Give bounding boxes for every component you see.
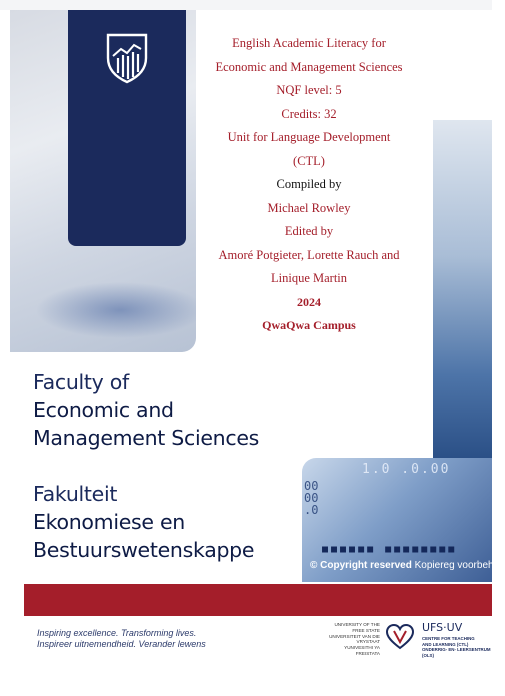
uni-name-line: FREE STATE: [352, 627, 380, 633]
copyright-label: © Copyright reserved: [310, 560, 412, 571]
faculty-heading-en: [33, 368, 259, 452]
faculty-en-line3: Management Sciences: [33, 426, 260, 450]
screen-dots: ■■■■■■ ■■■■■■■■: [322, 544, 458, 555]
copyright-notice: [310, 560, 505, 571]
faculty-heading-af: [33, 480, 254, 564]
tagline-af: Inspireer uitnemendheid. Verander lewens: [37, 639, 206, 649]
red-band: [24, 584, 492, 616]
campus: QwaQwa Campus: [262, 318, 356, 332]
screen-digits: 1.0 .0.00: [362, 462, 451, 477]
uni-name-line: UNIVERSITEIT VAN DIE: [329, 633, 380, 639]
module-title-line1: English Academic Literacy for: [232, 36, 386, 50]
ufs-crest-icon: [105, 32, 149, 84]
tagline: [37, 628, 206, 650]
faculty-en-line2: Economic and: [33, 398, 174, 422]
faculty-en-line1: Faculty of: [33, 370, 129, 394]
ctl-name: [422, 636, 491, 658]
module-title-block: [196, 32, 422, 338]
uni-name-line: VRYSTAAT: [356, 639, 380, 645]
compiled-by-label: Compiled by: [276, 177, 342, 191]
tagline-en: Inspiring excellence. Transforming lives.: [37, 628, 197, 638]
ctl-name-line: CENTRE FOR TEACHING: [422, 636, 475, 641]
screen-digits-left: 00 00 .0: [304, 479, 319, 517]
credits: Credits: 32: [281, 106, 337, 121]
crest-panel: [68, 10, 186, 246]
university-names: [322, 622, 380, 657]
editors-line2: Linique Martin: [270, 271, 348, 285]
uni-name-line: FREISTATA: [355, 650, 380, 656]
faculty-af-line1: Fakulteit: [33, 482, 118, 506]
nqf-level: NQF level: 5: [276, 83, 342, 97]
faculty-af-line3: Bestuurswetenskappe: [33, 538, 255, 562]
background-photo-financial-screen: [302, 458, 505, 582]
ufs-heart-logo-icon: [386, 624, 414, 650]
top-strip: [0, 0, 492, 10]
faculty-af-line2: Ekonomiese en: [33, 510, 185, 534]
ufs-wordmark: UFS·UV: [422, 621, 463, 634]
unit-name: Unit for Language Development: [227, 130, 391, 144]
module-title-line2: Economic and Management Sciences: [215, 59, 403, 74]
ctl-name-line: ONDERRIG- EN- LEERSENTRUM: [422, 647, 491, 653]
uni-name-line: UNIVERSITY OF THE: [334, 622, 380, 627]
year: 2024: [297, 294, 321, 309]
edited-by-label: Edited by: [284, 224, 334, 238]
copyright-af: Kopiereg voorbehou: [414, 560, 505, 571]
uni-name-line: YUNIVESITHI YA: [344, 645, 380, 651]
background-photo-coins: [433, 120, 492, 460]
ctl-name-line: AND LEARNING (CTL): [422, 641, 469, 647]
editors-line1: Amoré Potgieter, Lorette Rauch and: [218, 247, 400, 262]
ctl-name-line: (OLS): [422, 652, 434, 658]
unit-abbreviation: (CTL): [293, 153, 325, 168]
compiler-name: Michael Rowley: [267, 200, 351, 215]
